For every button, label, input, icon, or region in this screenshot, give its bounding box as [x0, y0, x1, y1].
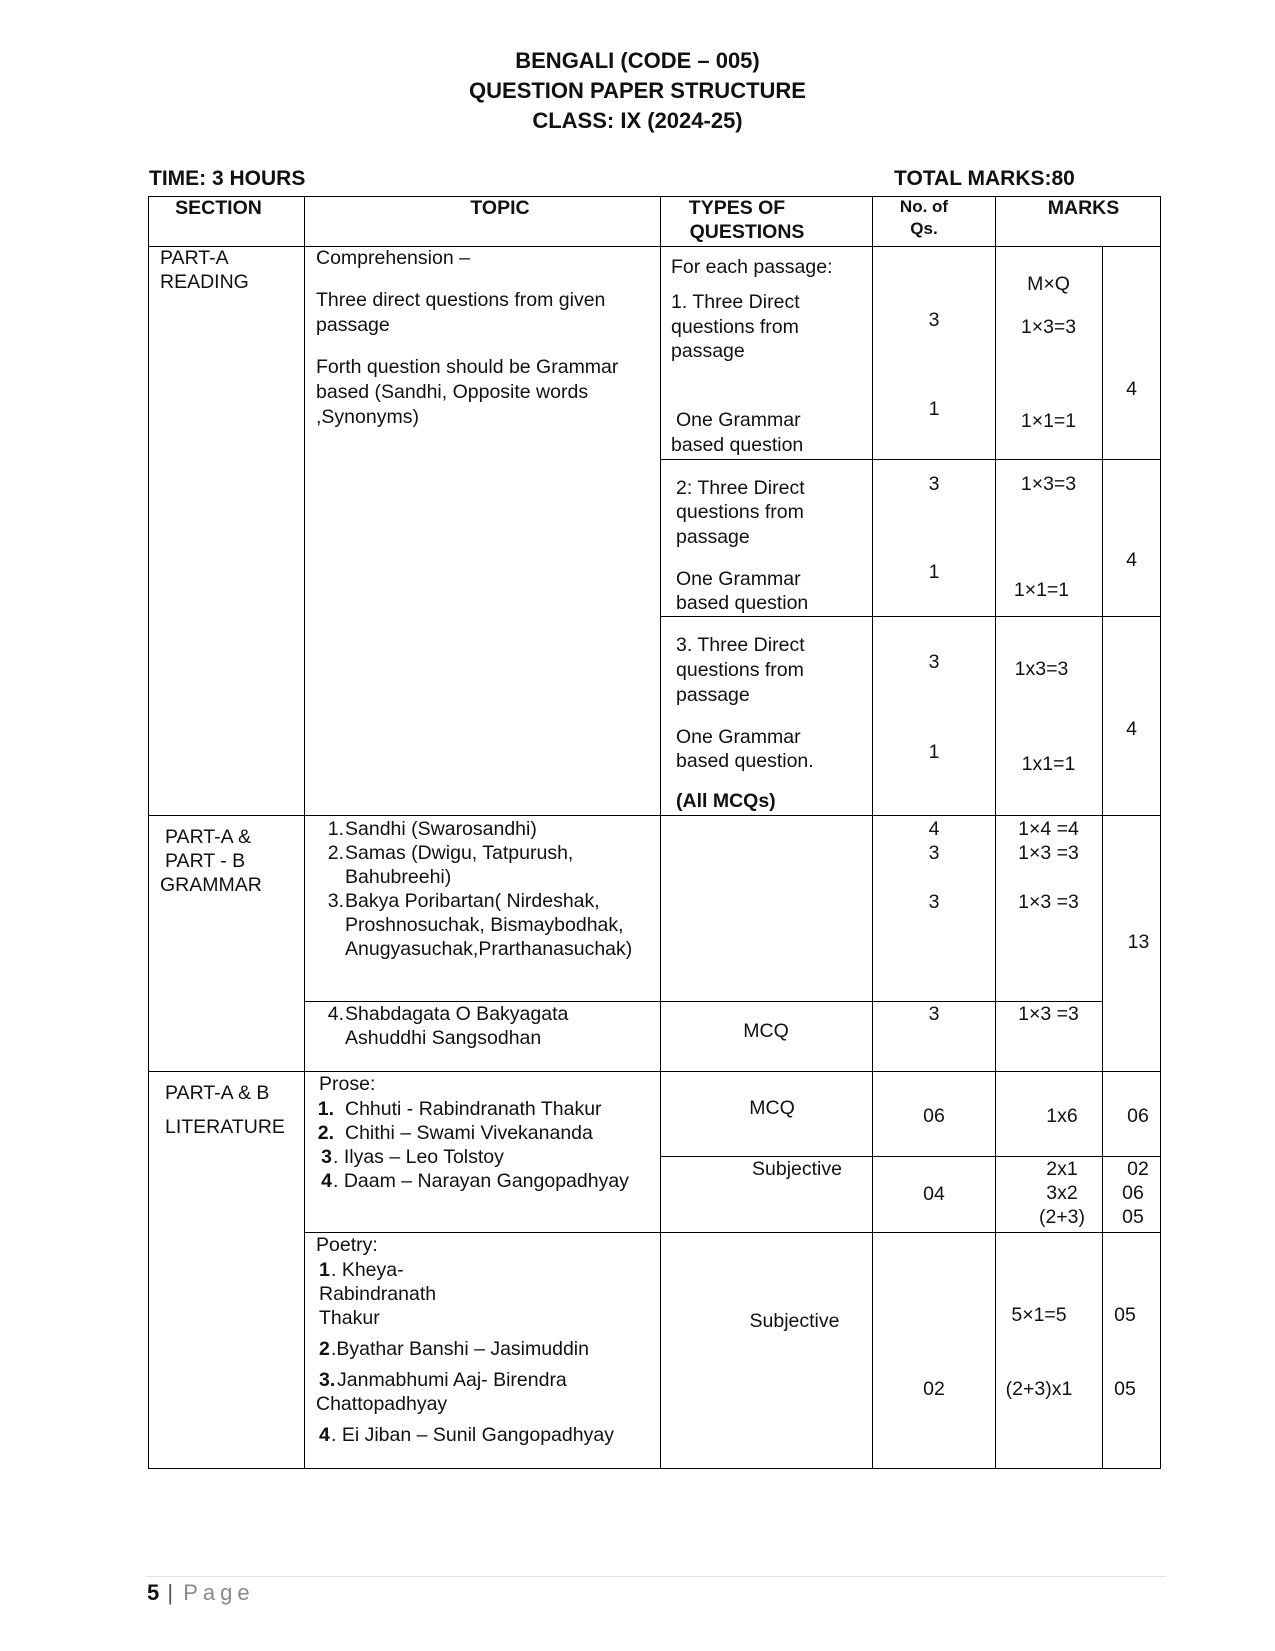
topic-text: ,Synonyms)	[316, 406, 419, 428]
list-number: 4	[321, 1170, 332, 1192]
footer-divider	[146, 1576, 1166, 1577]
header-types-line2: QUESTIONS	[689, 221, 805, 243]
question-count: 4	[928, 818, 940, 840]
poetry-item: . Kheya-	[331, 1259, 404, 1281]
section-label: PART-A	[160, 247, 229, 269]
topic-text: based (Sandhi, Opposite words	[316, 381, 589, 403]
grammar-topic: Shabdagata O Bakyagata	[345, 1003, 569, 1025]
grammar-topic: Bahubreehi)	[345, 866, 452, 888]
marks-formula: 3x2	[1046, 1182, 1078, 1204]
grammar-topic: Sandhi (Swarosandhi)	[345, 818, 537, 840]
header-section: SECTION	[175, 197, 262, 219]
marks-total: 02	[1127, 1158, 1149, 1180]
marks-formula: 1x3=3	[1014, 658, 1069, 680]
list-number: 3.	[319, 1369, 336, 1391]
marks-total: 05	[1114, 1378, 1136, 1400]
header-topic: TOPIC	[470, 197, 530, 219]
marks-formula: (2+3)x1	[1005, 1378, 1073, 1400]
poetry-item: Thakur	[319, 1307, 380, 1329]
list-number: 1	[319, 1259, 330, 1281]
prose-item: . Ilyas – Leo Tolstoy	[333, 1146, 504, 1168]
marks-formula: (2+3)	[1038, 1206, 1086, 1228]
page-number: 5	[147, 1580, 160, 1605]
question-type: passage	[671, 340, 745, 362]
question-type: One Grammar	[676, 409, 801, 431]
question-count: 3	[928, 842, 940, 864]
marks-total: 13	[1127, 931, 1150, 953]
document-title: BENGALI (CODE – 005)	[515, 48, 760, 73]
poetry-item: .Byathar Banshi – Jasimuddin	[331, 1338, 589, 1360]
question-type: One Grammar	[676, 568, 801, 590]
question-count: 02	[923, 1378, 945, 1400]
question-type: 2: Three Direct	[676, 477, 805, 499]
question-type-note: (All MCQs)	[676, 790, 776, 812]
grammar-topic: Proshnosuchak, Bismaybodhak,	[345, 914, 624, 936]
topic-text: Comprehension –	[316, 247, 470, 269]
page-label: Page	[183, 1580, 255, 1605]
poetry-item: . Ei Jiban – Sunil Gangopadhyay	[331, 1424, 614, 1446]
question-type: 1. Three Direct	[671, 291, 800, 313]
question-count: 3	[928, 309, 940, 331]
question-type: One Grammar	[676, 726, 801, 748]
prose-item: . Daam – Narayan Gangopadhyay	[333, 1170, 629, 1192]
poetry-item: Janmabhumi Aaj- Birendra	[337, 1369, 567, 1391]
question-count: 3	[928, 1003, 940, 1025]
document-class: CLASS: IX (2024-25)	[532, 108, 743, 133]
section-label: PART-A &	[165, 826, 251, 848]
document-subtitle: QUESTION PAPER STRUCTURE	[469, 78, 806, 103]
marks-formula: 1×3 =3	[1018, 1003, 1079, 1025]
poetry-label: Poetry:	[316, 1234, 378, 1256]
marks-formula: 1×3 =3	[1018, 891, 1079, 913]
list-number: 1.	[327, 818, 344, 840]
list-number: 2	[319, 1338, 330, 1360]
exam-time: TIME: 3 HOURS	[149, 167, 306, 190]
header-no-line2: Qs.	[910, 219, 938, 238]
marks-formula: 1×3 =3	[1018, 842, 1079, 864]
marks-total: 06	[1127, 1105, 1149, 1127]
question-type: For each passage:	[671, 256, 833, 278]
topic-text: passage	[316, 314, 390, 336]
prose-item: Chhuti - Rabindranath Thakur	[345, 1098, 602, 1120]
marks-total: 06	[1122, 1182, 1144, 1204]
question-count: 3	[928, 651, 940, 673]
grammar-topic: Bakya Poribartan( Nirdeshak,	[345, 890, 600, 912]
page-footer	[147, 1580, 255, 1606]
footer-separator: |	[167, 1580, 176, 1605]
marks-formula: 1×3=3	[1020, 316, 1077, 338]
question-type: passage	[676, 684, 750, 706]
question-type: based question.	[676, 750, 814, 772]
topic-text: Three direct questions from given	[316, 289, 606, 311]
question-count: 1	[928, 398, 940, 420]
list-number: 4	[319, 1424, 330, 1446]
list-number: 4.	[327, 1003, 344, 1025]
question-type: 3. Three Direct	[676, 634, 805, 656]
marks-total: 05	[1122, 1206, 1144, 1228]
header-marks: MARKS	[1047, 197, 1120, 219]
section-label: PART - B	[165, 850, 246, 872]
question-type: Subjective	[752, 1158, 842, 1180]
question-type: passage	[676, 526, 750, 548]
marks-formula: 1x1=1	[1021, 753, 1076, 775]
marks-formula: 2x1	[1046, 1158, 1078, 1180]
prose-label: Prose:	[319, 1073, 376, 1095]
question-count: 1	[928, 561, 940, 583]
question-type: Subjective	[749, 1310, 840, 1332]
section-label: PART-A & B	[165, 1082, 270, 1104]
list-number: 3	[321, 1146, 332, 1168]
marks-total: 4	[1126, 718, 1137, 740]
list-number: 2.	[317, 1122, 334, 1144]
marks-total: 4	[1126, 378, 1137, 400]
grammar-topic: Anugyasuchak,Prarthanasuchak)	[345, 938, 633, 960]
question-count: 3	[928, 473, 940, 495]
question-count: 06	[923, 1105, 945, 1127]
marks-formula: 1×1=1	[1013, 579, 1070, 601]
question-count: 1	[928, 741, 940, 763]
prose-item: Chithi – Swami Vivekananda	[345, 1122, 593, 1144]
grammar-topic: Ashuddhi Sangsodhan	[345, 1027, 542, 1049]
marks-total: 4	[1126, 549, 1137, 571]
section-label: GRAMMAR	[160, 874, 262, 896]
question-type: questions from	[671, 316, 799, 338]
question-count: 3	[928, 891, 940, 913]
question-type: questions from	[676, 501, 804, 523]
question-type: based question	[676, 592, 809, 614]
question-type: questions from	[676, 659, 804, 681]
marks-formula: 1×4 =4	[1018, 818, 1079, 840]
marks-formula: 5×1=5	[1011, 1304, 1067, 1326]
marks-formula: 1×3=3	[1020, 473, 1077, 495]
poetry-item: Chattopadhyay	[316, 1393, 448, 1415]
header-no-line1: No. of	[899, 197, 949, 216]
marks-total: 05	[1114, 1304, 1136, 1326]
total-marks: TOTAL MARKS:80	[894, 167, 1075, 190]
topic-text: Forth question should be Grammar	[316, 356, 619, 378]
question-count: 04	[923, 1183, 945, 1205]
list-number: 3.	[327, 890, 344, 912]
section-label: LITERATURE	[165, 1116, 285, 1138]
question-type: based question	[671, 434, 804, 456]
poetry-item: Rabindranath	[319, 1283, 437, 1305]
header-types-line1: TYPES OF	[688, 197, 786, 219]
list-number: 1.	[317, 1098, 334, 1120]
list-number: 2.	[327, 842, 344, 864]
question-type: MCQ	[743, 1020, 789, 1042]
question-type: MCQ	[749, 1097, 795, 1119]
grammar-topic: Samas (Dwigu, Tatpurush,	[345, 842, 574, 864]
marks-formula: M×Q	[1027, 273, 1070, 295]
marks-formula: 1×1=1	[1020, 410, 1077, 432]
section-label: READING	[160, 271, 249, 293]
marks-formula: 1x6	[1046, 1105, 1078, 1127]
